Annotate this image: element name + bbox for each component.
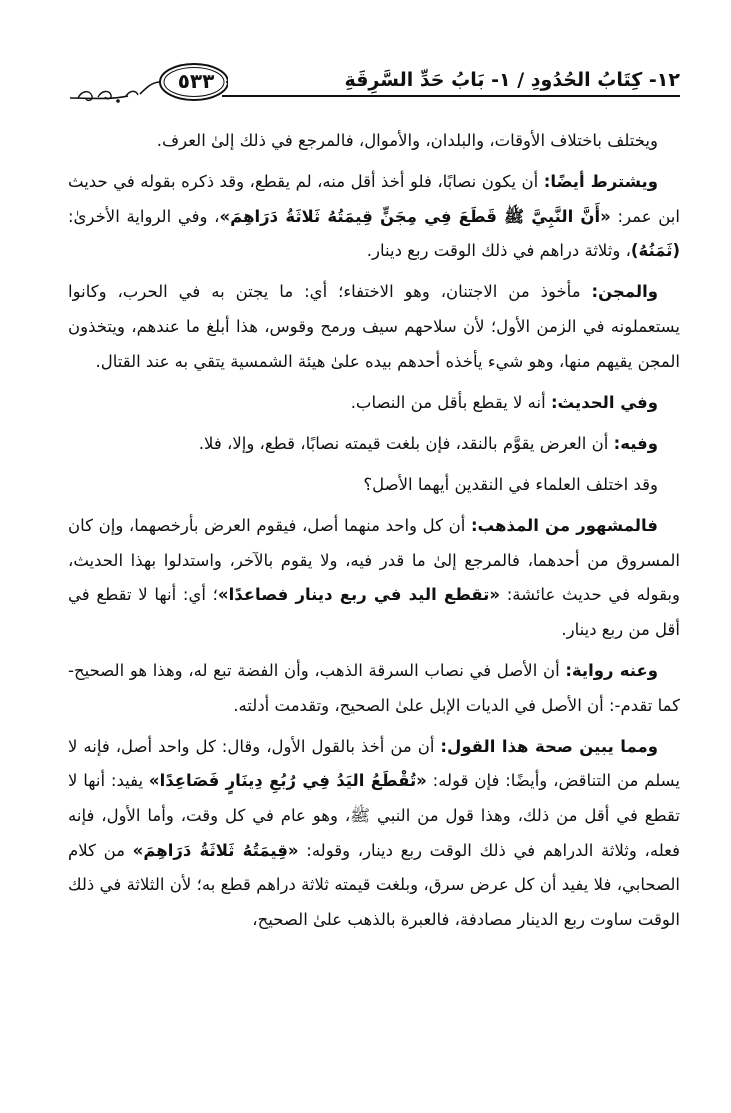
paragraph-text: يفيد: أنها لا تقطع في أقل من ذلك، وهذا قول من النبي ﷺ، وهو عام في كل وقت، وأما الأول، فإنه فعله، وثلاثة الدراهم في ذلك الوقت ربع دينار، وقوله: [68, 771, 680, 860]
paragraph [68, 654, 680, 723]
paragraph [68, 509, 680, 648]
paragraph-lead: والمجن: [591, 282, 658, 302]
paragraph-text: أنه لا يقطع بأقل من النصاب. [350, 392, 551, 412]
paragraph-lead: وعنه رواية: [565, 660, 658, 680]
header-rule [222, 95, 680, 97]
page-header [68, 55, 680, 110]
paragraph [68, 468, 680, 503]
hadith-quote: «قِيمَتُهُ ثَلاثَةُ دَرَاهِمَ» [132, 840, 299, 860]
paragraph-text: من كلام الصحابي، فلا يفيد أن كل عرض سرق، وبلغت قيمته ثلاثة دراهم قطع به؛ لأن الثلاثة في ذلك الوقت ساوت ربع الدينار مصادفة، فالعبرة بالذهب علىٰ الصحيح، [68, 840, 680, 930]
paragraph-text: مأخوذ من الاجتنان، وهو الاختفاء؛ أي: ما يجتن به في الحرب، وكانوا يستعملونه في الزمن الأول؛ لأن سلاحهم سيف ورمح وقوس، هذا أبلغ ما عندهم، ويتخذون المجن يقيهم منها، وهو شيء يأخذه أحدهم بيده علىٰ هيئة الشمسية يتقي به عند القتال. [68, 282, 680, 371]
paragraph-text: ويختلف باختلاف الأوقات، والبلدان، والأموال، فالمرجع في ذلك إلىٰ العرف. [156, 131, 658, 150]
hadith-quote: «تُقْطَعُ اليَدُ فِي رُبُعِ دِينَارٍ فَصَاعِدًا» [148, 771, 427, 791]
paragraph-text: ؛ أي: أنها لا تقطع في أقل من ربع دينار. [68, 585, 680, 639]
paragraph-text: أن يكون نصابًا، فلو أخذ أقل منه، لم يقطع، وقد ذكره بقوله في حديث ابن عمر: [68, 172, 680, 226]
paragraph-text: أن العرض يقوَّم بالنقد، فإن بلغت قيمته نصابًا، قطع، وإلا، فلا. [198, 433, 614, 453]
paragraph-lead: وفيه: [613, 433, 658, 453]
hadith-quote: (ثَمَنُهُ) [630, 241, 680, 261]
paragraph-lead: ويشترط أيضًا: [543, 172, 659, 191]
paragraph [68, 124, 680, 159]
paragraph-lead: ومما يبين صحة هذا القول: [440, 736, 658, 756]
paragraph-text: أن من أخذ بالقول الأول، وقال: كل واحد أصل، فإنه لا يسلم من التناقض، وأيضًا: فإن قوله: [68, 736, 680, 791]
paragraph [68, 427, 680, 462]
paragraph [68, 165, 680, 269]
paragraph-text: وقد اختلف العلماء في النقدين أيهما الأصل؟ [363, 474, 658, 494]
body-text [68, 124, 680, 944]
hadith-quote: «تقطع اليد في ربع دينار فصاعدًا» [217, 585, 501, 605]
paragraph-text: أن كل واحد منهما أصل، فيقوم العرض بأرخصهما، وإن كان المسروق من أحدهما، فالمرجع إلىٰ ما قدر فيه، ولا يقوم بالآخر، واستدلوا بهذا الحديث، وبقوله في حديث عائشة: [68, 515, 680, 605]
running-title: ١٢- كِتَابُ الحُدُودِ / ١- بَابُ حَدِّ السَّرِقَةِ [344, 69, 680, 91]
hadith-quote: «أَنَّ النَّبِيَّ ﷺ قَطَعَ فِي مِجَنٍّ قِيمَتُهُ ثَلاثَةُ دَرَاهِمَ» [219, 206, 611, 226]
paragraph-text: ، وثلاثة دراهم في ذلك الوقت ربع دينار. [366, 241, 631, 261]
paragraph-lead: وفي الحديث: [550, 392, 658, 412]
paragraph [68, 386, 680, 421]
page-number: ٥٣٣ [177, 69, 215, 93]
paragraph-text: أن الأصل في نصاب السرقة الذهب، وأن الفضة تبع له، وهذا هو الصحيح- كما تقدم-: أن الأصل في الديات الإبل علىٰ الصحيح، وتقدمت أدلته. [68, 660, 680, 715]
paragraph [68, 275, 680, 379]
paragraph [68, 730, 680, 938]
paragraph-lead: فالمشهور من المذهب: [470, 515, 658, 535]
paragraph-text: ، وفي الرواية الأخرىٰ: [68, 206, 220, 226]
